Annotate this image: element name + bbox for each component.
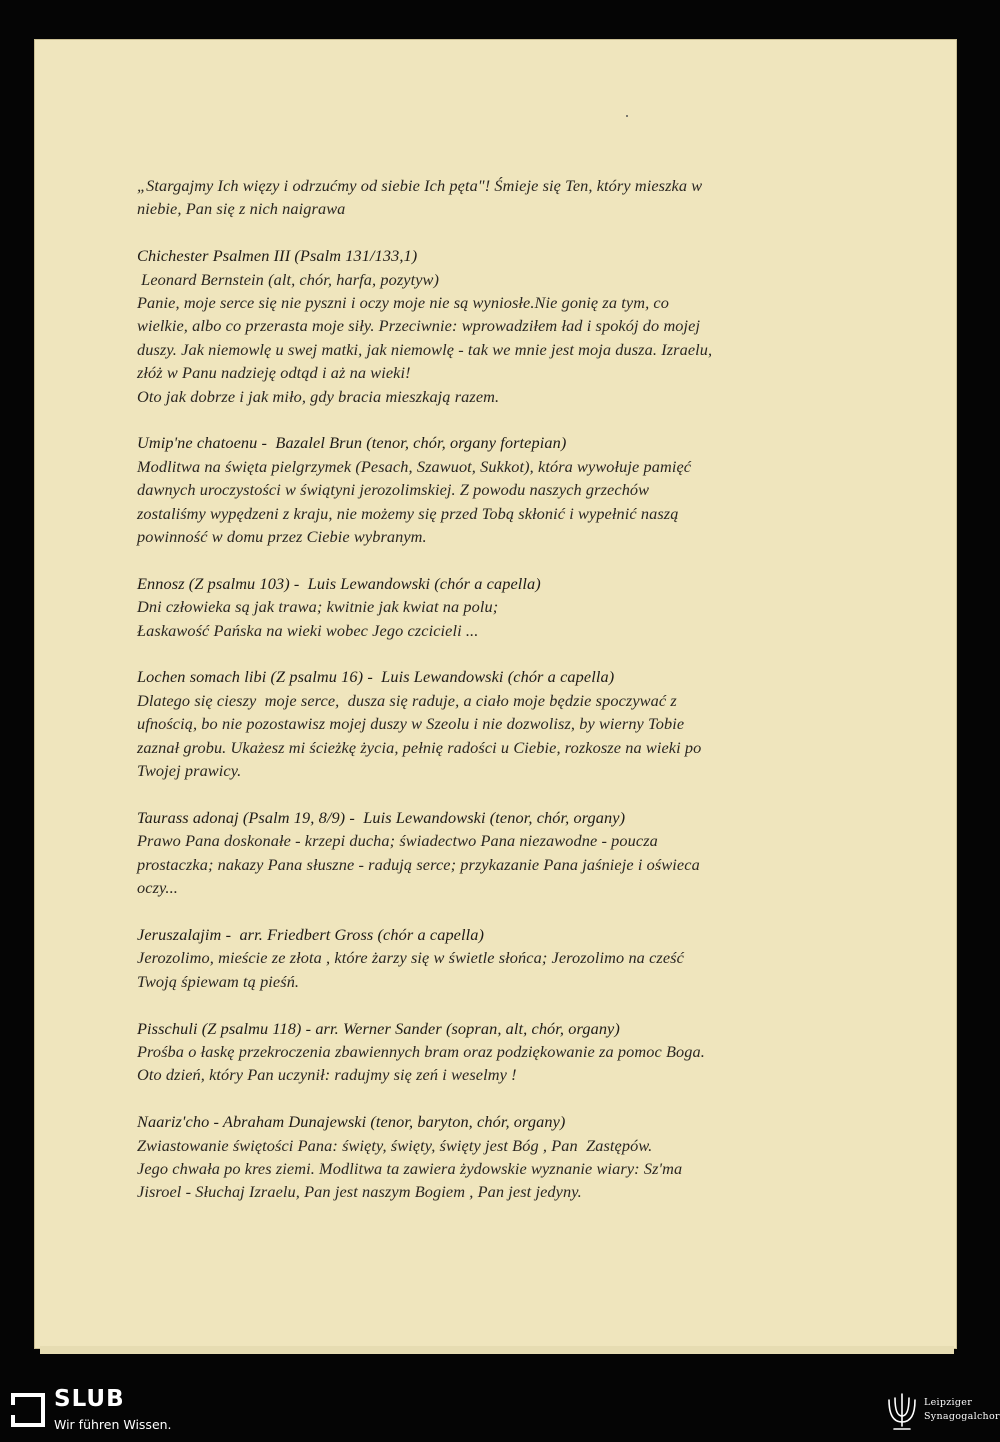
choir-name-line-2: Synagogalchor (924, 1411, 1000, 1422)
text-section (137, 174, 852, 221)
text-line: Twoją śpiewam tą pieśń. (137, 971, 300, 991)
library-tagline: Wir führen Wissen. (54, 1417, 172, 1432)
text-line: zaznał grobu. Ukażesz mi ścieżkę życia, pełnię radości u Ciebie, rozkosze na wieki po (137, 737, 702, 757)
text-line: Prawo Pana doskonałe - krzepi ducha; świadectwo Pana niezawodne - poucza (137, 831, 658, 851)
text-line: zostaliśmy wypędzeni z kraju, nie możemy się przed Tobą skłonić i wypełnić naszą (137, 503, 679, 523)
text-section (137, 431, 852, 548)
text-line: Oto dzień, który Pan uczynił: radujmy się zeń i weselmy ! (137, 1065, 517, 1085)
program-text (137, 174, 852, 1227)
text-section (137, 806, 852, 900)
section-heading: Chichester Psalmen III (Psalm 131/133,1) (137, 246, 418, 266)
text-section (137, 923, 852, 993)
text-line: powinność w domu przez Ciebie wybranym. (137, 527, 427, 547)
section-heading: Jeruszalajim - arr. Friedbert Gross (chór a capella) (137, 924, 485, 944)
text-line: dawnych uroczystości w świątyni jerozolimskiej. Z powodu naszych grzechów (137, 480, 650, 500)
viewer-footer (0, 1384, 1000, 1442)
text-line: Oto jak dobrze i jak miło, gdy bracia mieszkają razem. (137, 386, 500, 406)
text-line: Jerozolimo, mieście ze złota , które żarzy się w świetle słońca; Jerozolimo na cześć (137, 948, 684, 968)
page-edge (40, 1346, 954, 1354)
text-line: duszy. Jak niemowlę u swej matki, jak niemowlę - tak we mnie jest moja dusza. Izraelu, (137, 339, 713, 359)
section-heading: Umip'ne chatoenu - Bazalel Brun (tenor, chór, organy fortepian) (137, 433, 567, 453)
text-line: Jego chwała po kres ziemi. Modlitwa ta zawiera żydowskie wyznanie wiary: Sz'ma (137, 1158, 683, 1178)
menorah-icon (884, 1392, 920, 1432)
paper-speck (626, 115, 628, 117)
text-line: Dlatego się cieszy moje serce, dusza się raduje, a ciało moje będzie spoczywać z (137, 690, 677, 710)
text-section (137, 665, 852, 782)
text-line: Jisroel - Słuchaj Izraelu, Pan jest naszym Bogiem , Pan jest jedyny. (137, 1182, 582, 1202)
text-line: Łaskawość Pańska na wieki wobec Jego czcicieli ... (137, 620, 479, 640)
text-section (137, 244, 852, 408)
section-heading: Taurass adonaj (Psalm 19, 8/9) - Luis Lewandowski (tenor, chór, organy) (137, 807, 626, 827)
choir-name (924, 1396, 1000, 1424)
text-line: ufnością, bo nie pozostawisz mojej duszy w Szeolu i nie dozwolisz, by wierny Tobie (137, 714, 685, 734)
choir-name-line-1: Leipziger (924, 1397, 973, 1408)
text-line: Panie, moje serce się nie pyszni i oczy moje nie są wyniosłe.Nie gonię za tym, co (137, 293, 669, 313)
text-line: Leonard Bernstein (alt, chór, harfa, pozytyw) (137, 269, 440, 289)
library-name: SLUB (54, 1386, 125, 1412)
section-heading: Lochen somach libi (Z psalmu 16) - Luis Lewandowski (chór a capella) (137, 667, 615, 687)
text-line: złóż w Panu nadzieję odtąd i aż na wieki! (137, 363, 411, 383)
text-section (137, 572, 852, 642)
section-heading: Pisschuli (Z psalmu 118) - arr. Werner Sander (sopran, alt, chór, organy) (137, 1018, 620, 1038)
text-line: prostaczka; nakazy Pana słuszne - radują serce; przykazanie Pana jaśnieje i oświeca (137, 854, 700, 874)
section-heading: Ennosz (Z psalmu 103) - Luis Lewandowski (chór a capella) (137, 573, 541, 593)
text-section (137, 1110, 852, 1204)
text-line: wielkie, albo co przerasta moje siły. Przeciwnie: wprowadziłem ład i spokój do mojej (137, 316, 701, 336)
text-section (137, 1017, 852, 1087)
text-line: niebie, Pan się z nich naigrawa (137, 199, 346, 219)
text-line: „Stargajmy Ich więzy i odrzućmy od siebie Ich pęta"! Śmieje się Ten, który mieszka w (137, 176, 703, 195)
text-line: Twojej prawicy. (137, 761, 242, 781)
slub-logo-icon (10, 1391, 46, 1429)
section-heading: Naariz'cho - Abraham Dunajewski (tenor, baryton, chór, organy) (137, 1112, 566, 1132)
text-line: oczy... (137, 878, 178, 898)
text-line: Prośba o łaskę przekroczenia zbawiennych bram oraz podziękowanie za pomoc Boga. (137, 1041, 705, 1061)
text-line: Dni człowieka są jak trawa; kwitnie jak kwiat na polu; (137, 597, 499, 617)
text-line: Zwiastowanie świętości Pana: święty, święty, święty jest Bóg , Pan Zastępów. (137, 1135, 653, 1155)
text-line: Modlitwa na święta pielgrzymek (Pesach, Szawuot, Sukkot), która wywołuje pamięć (137, 456, 692, 476)
